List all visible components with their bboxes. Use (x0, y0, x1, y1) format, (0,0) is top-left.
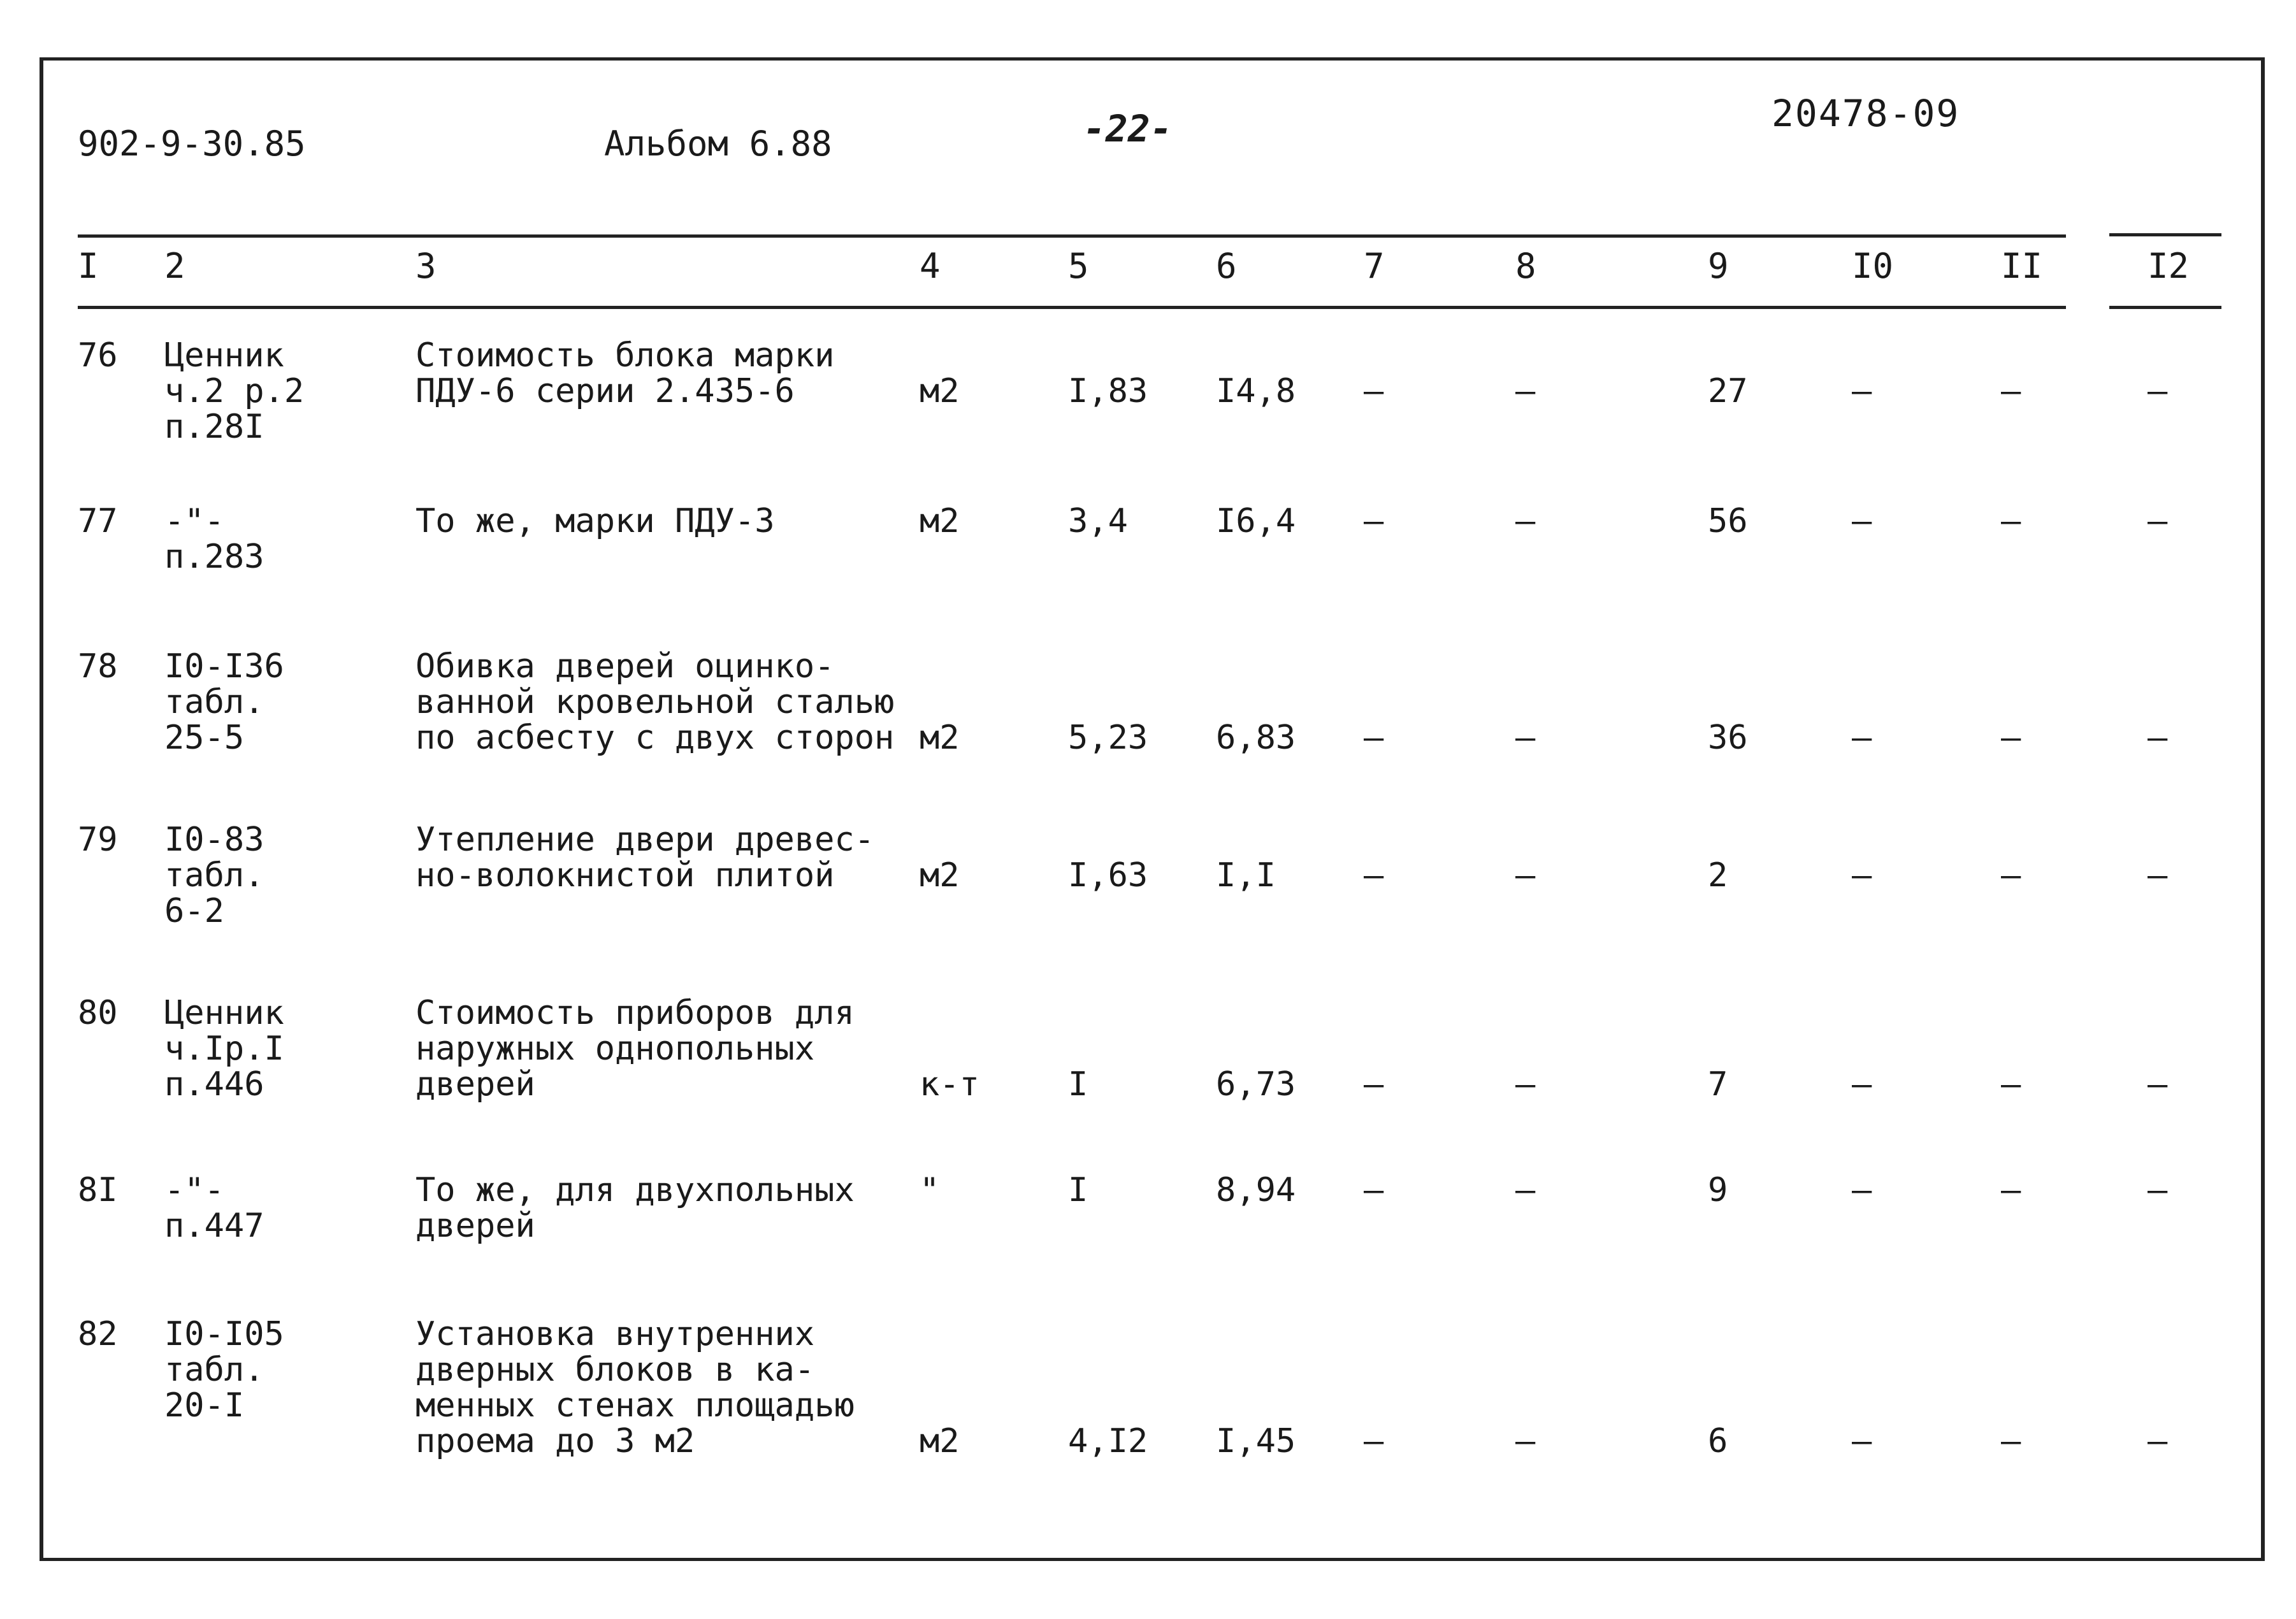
col10-cell: – (1852, 502, 1872, 540)
price-reference-line: Ценник (164, 336, 284, 375)
price-reference (164, 995, 284, 1102)
col10-cell: – (1852, 372, 1872, 410)
unit-price-cell: I6,4 (1216, 502, 1296, 540)
col8-cell: – (1515, 502, 1536, 540)
row-number: 82 (78, 1315, 118, 1353)
column-number-6: 6 (1216, 246, 1237, 286)
col8-cell: – (1515, 856, 1536, 895)
document-code: 902-9-30.85 (78, 124, 306, 164)
price-reference (164, 822, 264, 929)
total-cell: 6 (1708, 1422, 1728, 1460)
col12-cell: – (2148, 1422, 2168, 1460)
price-reference-line: п.446 (164, 1065, 264, 1104)
col10-cell: – (1852, 1171, 1872, 1209)
price-reference-line: I0-I36 (164, 647, 284, 686)
price-reference (164, 503, 264, 575)
col11-cell: – (2001, 719, 2021, 757)
work-description-line: дверных блоков в ка- (415, 1351, 815, 1389)
col11-cell: – (2001, 502, 2021, 540)
document-number: 20478-09 (1772, 92, 1960, 135)
row-number: 77 (78, 502, 118, 540)
unit-cell: " (920, 1171, 940, 1209)
col8-cell: – (1515, 719, 1536, 757)
work-description (415, 995, 855, 1102)
unit-price-cell: 8,94 (1216, 1171, 1296, 1209)
column-number-9: 9 (1708, 246, 1729, 286)
col10-cell: – (1852, 856, 1872, 895)
work-description-line: Обивка дверей оцинко- (415, 647, 835, 686)
price-reference-line: -"- (164, 1171, 224, 1209)
unit-price-cell: I,45 (1216, 1422, 1296, 1460)
unit-cell: к-т (920, 1065, 979, 1104)
unit-cell: м2 (920, 372, 960, 410)
col8-cell: – (1515, 1171, 1536, 1209)
col12-cell: – (2148, 856, 2168, 895)
header-rule-top (78, 234, 2066, 238)
work-description (415, 1172, 855, 1244)
work-description-line: дверей (415, 1207, 535, 1245)
total-cell: 9 (1708, 1171, 1728, 1209)
unit-price-cell: I,I (1216, 856, 1276, 895)
work-description (415, 649, 894, 756)
price-reference-line: табл. (164, 856, 264, 895)
price-reference (164, 338, 304, 445)
total-cell: 56 (1708, 502, 1748, 540)
row-number: 76 (78, 336, 118, 375)
work-description-line: дверей (415, 1065, 535, 1104)
price-reference-line: I0-83 (164, 821, 264, 859)
work-description-line: проема до 3 м2 (415, 1422, 695, 1460)
col10-cell: – (1852, 1422, 1872, 1460)
quantity-cell: I,63 (1068, 856, 1148, 895)
price-reference-line: Ценник (164, 994, 284, 1032)
column-number-2: 2 (164, 246, 185, 286)
row-number: 78 (78, 647, 118, 686)
unit-price-cell: 6,73 (1216, 1065, 1296, 1104)
col10-cell: – (1852, 719, 1872, 757)
price-reference (164, 649, 284, 756)
col8-cell: – (1515, 1065, 1536, 1104)
col12-cell: – (2148, 372, 2168, 410)
total-cell: 7 (1708, 1065, 1728, 1104)
column-number-4: 4 (920, 246, 941, 286)
unit-price-cell: I4,8 (1216, 372, 1296, 410)
work-description-line: Стоимость блока марки (415, 336, 835, 375)
album-label: Альбом 6.88 (604, 124, 832, 164)
price-reference-line: -"- (164, 502, 224, 540)
quantity-cell: I (1068, 1171, 1088, 1209)
work-description-line: по асбесту с двух сторон (415, 719, 895, 757)
price-reference-line: табл. (164, 683, 264, 721)
price-reference-line: 25-5 (164, 719, 245, 757)
unit-price-cell: 6,83 (1216, 719, 1296, 757)
col12-cell: – (2148, 1171, 2168, 1209)
work-description-line: То же, для двухпольных (415, 1171, 855, 1209)
work-description-line: но-волокнистой плитой (415, 856, 835, 895)
column-number-1: I (78, 246, 99, 286)
price-reference-line: п.447 (164, 1207, 264, 1245)
price-reference-line: п.28I (164, 408, 264, 446)
total-cell: 36 (1708, 719, 1748, 757)
quantity-cell: 3,4 (1068, 502, 1128, 540)
work-description-line: То же, марки ПДУ-3 (415, 502, 775, 540)
unit-cell: м2 (920, 856, 960, 895)
price-reference-line: табл. (164, 1351, 264, 1389)
col11-cell: – (2001, 1065, 2021, 1104)
price-reference-line: ч.2 р.2 (164, 372, 305, 410)
price-reference-line: п.283 (164, 538, 264, 576)
work-description-line: Установка внутренних (415, 1315, 815, 1353)
col12-cell: – (2148, 502, 2168, 540)
quantity-cell: 4,I2 (1068, 1422, 1148, 1460)
col12-cell: – (2148, 719, 2168, 757)
col11-cell: – (2001, 856, 2021, 895)
price-reference-line: I0-I05 (164, 1315, 284, 1353)
unit-cell: м2 (920, 719, 960, 757)
column-number-5: 5 (1068, 246, 1089, 286)
quantity-cell: I (1068, 1065, 1088, 1104)
page-frame (40, 57, 2265, 1561)
row-number: 79 (78, 821, 118, 859)
col12-cell: – (2148, 1065, 2168, 1104)
work-description-line: ванной кровельной сталью (415, 683, 895, 721)
header-rule-top-right (2109, 233, 2221, 236)
column-number-3: 3 (415, 246, 437, 286)
work-description (415, 1316, 855, 1459)
col11-cell: – (2001, 1171, 2021, 1209)
column-number-8: 8 (1515, 246, 1536, 286)
col7-cell: – (1364, 1422, 1384, 1460)
column-number-12: I2 (2148, 246, 2190, 286)
price-reference-line: 20-I (164, 1386, 245, 1425)
quantity-cell: 5,23 (1068, 719, 1148, 757)
work-description-line: менных стенах площадью (415, 1386, 855, 1425)
total-cell: 27 (1708, 372, 1748, 410)
col10-cell: – (1852, 1065, 1872, 1104)
col8-cell: – (1515, 1422, 1536, 1460)
col8-cell: – (1515, 372, 1536, 410)
row-number: 80 (78, 994, 118, 1032)
work-description (415, 503, 775, 539)
col7-cell: – (1364, 1065, 1384, 1104)
row-number: 8I (78, 1171, 118, 1209)
col7-cell: – (1364, 719, 1384, 757)
work-description-line: ПДУ-6 серии 2.435-6 (415, 372, 795, 410)
work-description-line: наружных однопольных (415, 1030, 815, 1068)
header-rule-bottom (78, 306, 2066, 309)
work-description-line: Утепление двери древес- (415, 821, 875, 859)
total-cell: 2 (1708, 856, 1728, 895)
work-description (415, 338, 834, 409)
quantity-cell: I,83 (1068, 372, 1148, 410)
column-number-11: II (2001, 246, 2043, 286)
col11-cell: – (2001, 1422, 2021, 1460)
unit-cell: м2 (920, 502, 960, 540)
price-reference (164, 1316, 284, 1423)
price-reference-line: 6-2 (164, 892, 224, 930)
col7-cell: – (1364, 856, 1384, 895)
work-description (415, 822, 874, 893)
col7-cell: – (1364, 372, 1384, 410)
price-reference (164, 1172, 264, 1244)
col7-cell: – (1364, 502, 1384, 540)
column-number-10: I0 (1852, 246, 1894, 286)
price-reference-line: ч.Iр.I (164, 1030, 284, 1068)
col7-cell: – (1364, 1171, 1384, 1209)
col11-cell: – (2001, 372, 2021, 410)
page-number: -22- (1083, 107, 1173, 150)
unit-cell: м2 (920, 1422, 960, 1460)
column-number-7: 7 (1364, 246, 1385, 286)
header-rule-bottom-right (2109, 306, 2221, 309)
work-description-line: Стоимость приборов для (415, 994, 855, 1032)
